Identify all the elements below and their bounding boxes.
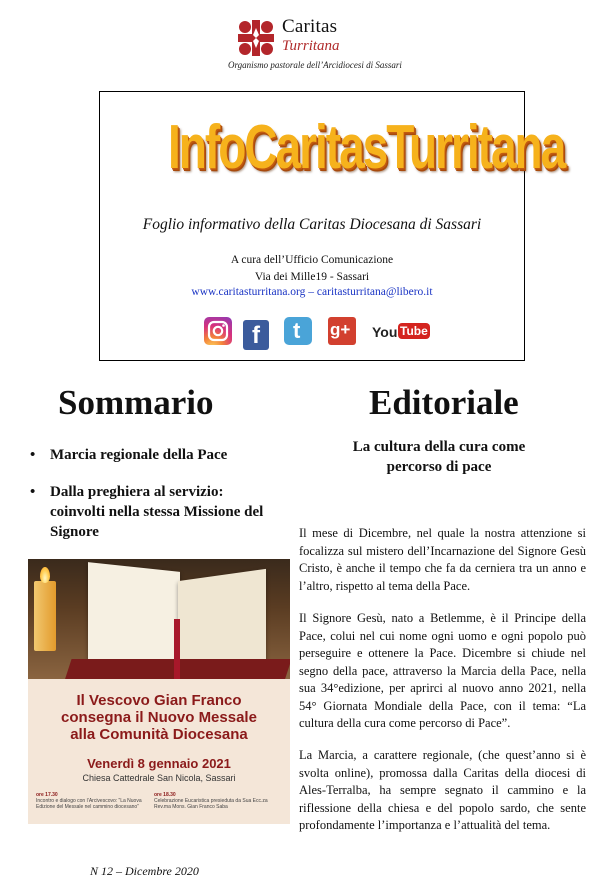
poster-footer-left — [36, 792, 151, 810]
poster-date: Venerdì 8 gennaio 2021 — [87, 756, 231, 771]
book-ribbon — [174, 619, 180, 679]
poster-heading-line: alla Comunità Diocesana — [70, 726, 248, 743]
bullet-icon: • — [30, 447, 36, 463]
poster-footer-right-time: ore 18.30 — [154, 792, 176, 798]
issue-number: N 12 – Dicembre 2020 — [90, 864, 199, 878]
facebook-glyph: f — [252, 322, 260, 349]
google-plus-icon[interactable] — [328, 317, 356, 345]
org-subname: Turritana — [282, 38, 340, 54]
twitter-icon[interactable] — [284, 317, 312, 345]
candle-icon — [34, 581, 56, 651]
instagram-icon[interactable] — [204, 317, 232, 345]
youtube-you: You — [372, 324, 398, 340]
org-tagline: Organismo pastorale dell’Arcidiocesi di Sassari — [228, 60, 402, 70]
poster-heading-line: consegna il Nuovo Messale — [61, 709, 257, 726]
org-name: Caritas — [282, 16, 338, 37]
twitter-glyph: t — [293, 318, 301, 343]
masthead-title: InfoCaritasTurritana — [168, 111, 565, 182]
bullet-icon: • — [30, 484, 36, 500]
google-glyph: g+ — [330, 320, 351, 339]
book-page-left — [88, 562, 180, 670]
editorial-paragraph: Il Signore Gesù, nato a Betlemme, è il Principe della Pace, colui nel cui nome ogni uomo e ogni popolo può perseguire e ottenere la Pace. Dicembre si chiude nel segno della pace, attraverso la Marcia della Pace, nella sua 34°edizione, per aprirci al nuovo anno 2021, nella 54° Giornata Mondiale della Pace, con il tema: “La cultura della cura come percorso di Pace”. — [299, 611, 586, 730]
sommario-item — [30, 482, 282, 542]
sommario-title: Sommario — [58, 383, 214, 422]
flame-icon — [40, 567, 50, 583]
masthead-address: Via dei Mille19 - Sassari — [254, 271, 370, 283]
poster-footer-left-time: ore 17.30 — [36, 792, 58, 798]
youtube-tube: Tube — [400, 324, 428, 338]
masthead-links[interactable]: www.caritasturritana.org – caritasturritana@libero.it — [191, 286, 433, 298]
sommario-item-text: Dalla preghiera al servizio: coinvolti nella stessa Missione del Signore — [50, 484, 264, 540]
editorial-subtitle: La cultura della cura come percorso di pace — [352, 439, 526, 475]
editorial-paragraph: La Marcia, a carattere regionale, (che quest’anno si è svolta online), promossa dalla Caritas della diocesi di Ales-Terralba, ha sempre segnato il cammino e la riflessione della chiesa e del popolo sardo, che sente profondamente l’importanza e l’attualità del tema. — [299, 748, 586, 832]
poster-photo — [28, 559, 290, 679]
sommario-item-text: Marcia regionale della Pace — [50, 447, 228, 463]
sommario-item — [30, 445, 280, 465]
caritas-cross-logo-icon — [236, 18, 276, 58]
poster-footer-right — [154, 792, 284, 810]
editorial-paragraph: Il mese di Dicembre, nel quale la nostra attenzione si focalizza sul mistero dell’Incarnazione del Signore Gesù Cristo, è anche il tempo che fa da cerniera tra un anno e l’altro, rispetto al tema della Pace. — [299, 526, 586, 593]
masthead-subtitle: Foglio informativo della Caritas Diocesana di Sassari — [142, 216, 482, 233]
poster-heading-line: Il Vescovo Gian Franco — [76, 692, 242, 709]
messale-poster — [28, 559, 290, 824]
masthead-curator: A cura dell’Ufficio Comunicazione — [230, 254, 394, 266]
editoriale-title: Editoriale — [369, 383, 519, 422]
facebook-icon[interactable] — [243, 320, 269, 350]
poster-footer-right-text: Celebrazione Eucaristica presieduta da Sua Ecc.za Rev.ma Mons. Gian Franco Saba — [154, 798, 268, 810]
poster-footer-left-text: Incontro e dialogo con l’Arcivescovo: “La Nuova Edizione del Messale nel cammino diocesano” — [36, 798, 142, 810]
poster-venue: Chiesa Cattedrale San Nicola, Sassari — [82, 773, 236, 783]
youtube-icon[interactable] — [372, 322, 428, 346]
